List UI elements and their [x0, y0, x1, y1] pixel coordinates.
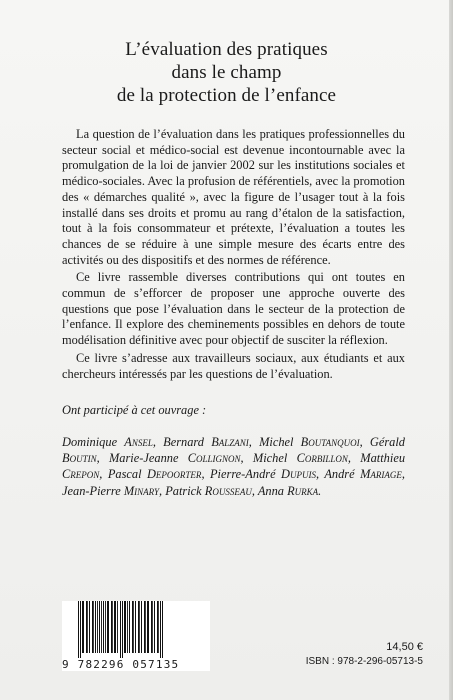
barcode-bar — [160, 601, 161, 658]
contributor-name — [253, 451, 348, 465]
contributor-first-name: Marie-Jeanne — [108, 451, 188, 466]
barcode-bar — [86, 601, 88, 653]
contributor-first-name: Bernard — [163, 435, 212, 449]
isbn: ISBN : 978-2-296-05713-5 — [305, 656, 423, 667]
barcode-bar — [95, 601, 96, 653]
contributor-first-name: Jean-Pierre — [62, 483, 124, 498]
contributor-last-name: Collignon — [187, 451, 241, 466]
contributor-first-name: Anna — [257, 483, 288, 498]
contributor-last-name: Balzani — [211, 435, 249, 449]
contributor-name — [62, 484, 159, 498]
contributor-first-name: Patrick — [165, 483, 205, 498]
barcode-bar — [122, 601, 123, 658]
title-line-1: L’évaluation des pratiques — [125, 39, 328, 60]
contributor-first-name: Gérald — [369, 435, 405, 449]
contributor-first-name: André — [324, 467, 361, 482]
barcode-bar — [107, 601, 109, 653]
contributor-name — [62, 435, 153, 449]
contributor-last-name: Corbillon — [296, 451, 348, 466]
barcode-bar — [151, 601, 153, 653]
contributors-list: Dominique Ansel, Bernard Balzani, Michel Boutanquoi, Gérald Boutin, Marie-Jeanne Collignon, Michel Corbillon, Matthieu Crepon, Pascal Depoorter, Pierre-André Dupuis, André Mariage, Jean-Pierre Minary, Patrick Rousseau, Anna Rurka. — [62, 435, 406, 498]
contributor-name — [324, 467, 402, 481]
contributor-last-name: Crepon — [62, 467, 100, 482]
barcode-bar — [141, 601, 142, 653]
contributor-first-name: Michel — [252, 451, 297, 466]
contributor-last-name: Minary — [123, 483, 159, 498]
barcode-bar — [89, 601, 90, 653]
blurb-paragraph-1: La question de l’évaluation dans les pratiques professionnelles du secteur social et médico-social est devenue incontournable avec la promulgation de la loi de janvier 2002 sur les institutions sociales et médico-sociales. Avec la profusion de référentiels, avec la promotion des « démarches qualité », avec la figure de l’usager tout à la fois installé dans ses droits et promu au rang d’étalon de la satisfaction, tout à la fois consommateur et prétexte, l’évaluation a toutes les chances de se réduire à une simple mesure des écarts entre des activités ou des dispositifs et des normes de référence. — [62, 127, 405, 267]
contributor-name — [163, 435, 249, 449]
barcode-bar — [127, 601, 128, 653]
barcode-bar — [97, 601, 98, 653]
contributor-last-name: Boutin — [62, 451, 97, 466]
contributor-first-name: Matthieu — [360, 451, 406, 466]
contributor-last-name: Mariage — [360, 467, 402, 482]
contributor-last-name: Depoorter — [146, 467, 202, 482]
contributor-last-name: Dupuis — [281, 467, 316, 482]
blurb-paragraph-2: Ce livre rassemble diverses contributions qui ont toutes en commun de s’efforcer de proposer une approche ouverte des questions que pose l’évaluation dans le secteur de la protection de l’enfance. Il explore des cheminements possibles en dehors de toute modélisation définitive avec pour objectif de susciter la réflexion. — [62, 270, 405, 348]
barcode-bar — [129, 601, 130, 653]
contributor-last-name: Ansel — [124, 435, 153, 449]
barcode-bar — [120, 601, 121, 658]
barcode-bar — [101, 601, 102, 653]
barcode-bar — [147, 601, 149, 653]
barcode-bar — [114, 601, 116, 653]
contributor-name — [259, 435, 360, 449]
blurb — [62, 127, 405, 384]
barcode-bar — [138, 601, 140, 653]
barcode-bar — [111, 601, 113, 653]
barcode-bar — [162, 601, 163, 658]
barcode-bar — [82, 601, 84, 653]
barcode-bar — [117, 601, 118, 653]
barcode-bar — [154, 601, 155, 653]
barcode-bar — [135, 601, 136, 653]
barcode — [62, 601, 210, 671]
barcode-bar — [144, 601, 146, 653]
barcode-digits: 9 782296 057135 — [62, 658, 180, 671]
contributors-heading: Ont participé à cet ouvrage : — [62, 403, 207, 417]
title-line-3: de la protection de l’enfance — [116, 85, 337, 106]
contributor-last-name: Rurka — [287, 483, 319, 498]
barcode-bar — [105, 601, 106, 653]
price: 14,50 € — [386, 641, 423, 653]
contributor-name — [165, 484, 252, 498]
title-line-2: dans le champ — [171, 62, 282, 83]
contributor-first-name: Dominique — [62, 435, 125, 449]
barcode-bar — [157, 601, 159, 653]
contributor-name — [210, 467, 316, 481]
barcode-bar — [92, 601, 94, 653]
barcode-bars — [74, 601, 204, 658]
barcode-bar — [78, 601, 79, 658]
contributor-last-name: Rousseau — [204, 483, 252, 498]
contributor-last-name: Boutanquoi — [300, 435, 360, 449]
contributor-name — [108, 467, 202, 481]
contributor-first-name: Michel — [259, 435, 301, 449]
barcode-bar — [103, 601, 104, 653]
contributor-name — [258, 484, 318, 498]
barcode-bar — [80, 601, 81, 658]
barcode-bar — [99, 601, 100, 653]
contributor-first-name: Pierre-André — [209, 467, 282, 482]
contributor-name — [109, 451, 241, 465]
blurb-paragraph-3: Ce livre s’adresse aux travailleurs sociaux, aux étudiants et aux chercheurs intéressés par les questions de l’évaluation. — [62, 350, 405, 381]
barcode-bar — [132, 601, 134, 653]
book-title — [0, 38, 453, 107]
barcode-bar — [124, 601, 126, 653]
contributor-first-name: Pascal — [107, 467, 147, 482]
